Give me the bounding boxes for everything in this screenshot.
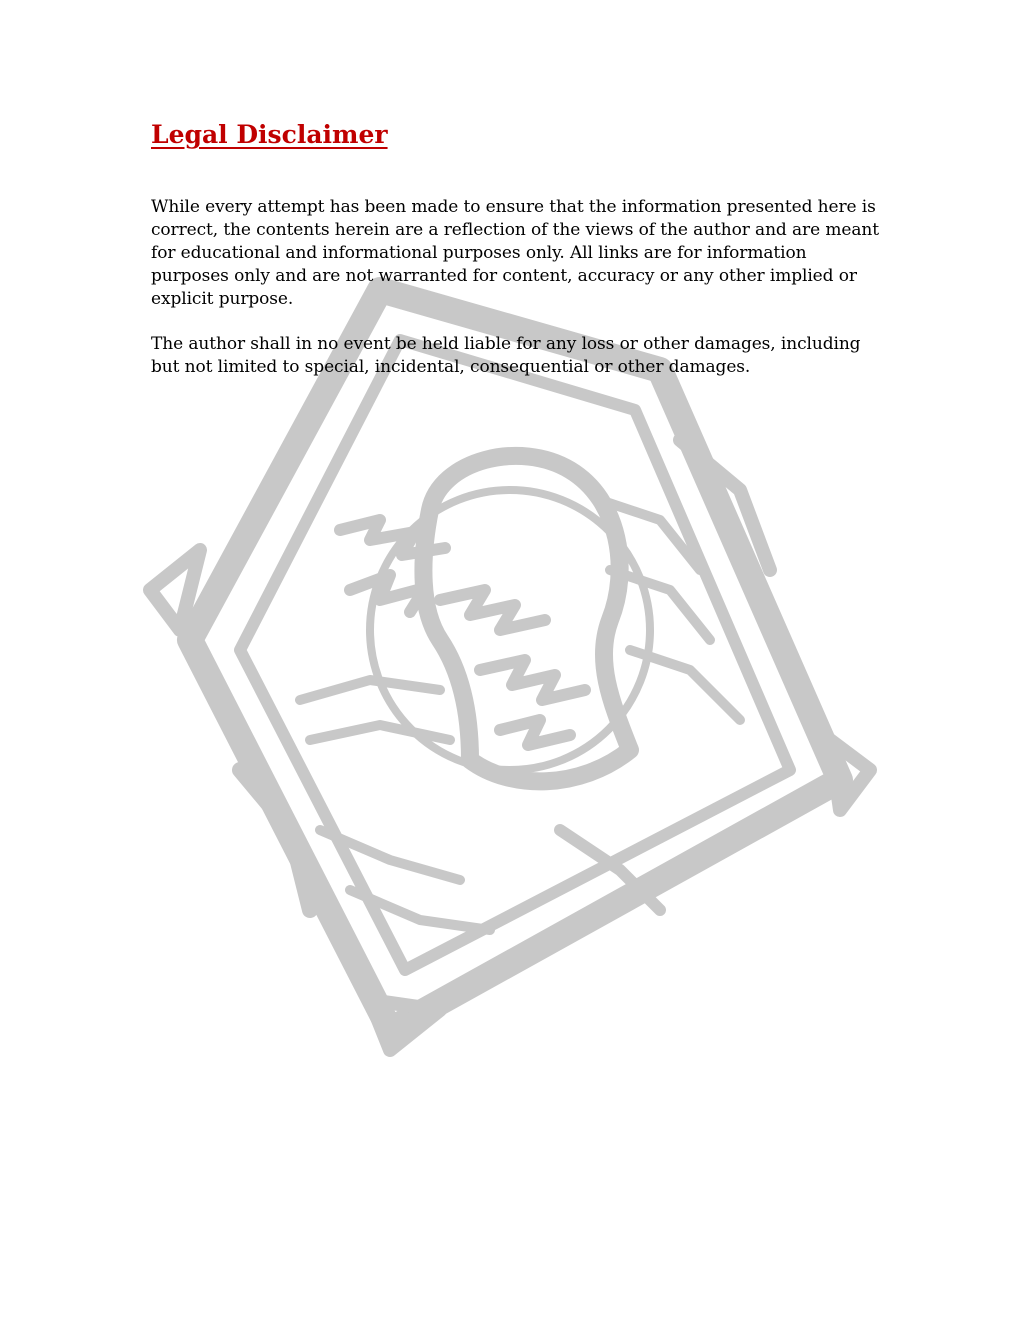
- portrait-watermark-icon: [140, 270, 880, 1060]
- disclaimer-paragraph-liability: The author shall in no event be held liable for any loss or other damages, including but not limited to special, incidental, consequential or other damages.: [151, 334, 861, 377]
- disclaimer-paragraph-accuracy: While every attempt has been made to ensure that the information presented here is correct, the contents herein are a reflection of the views of the author and are meant for educational and informational purposes only. All links are for information purposes only and are not warranted for content, accuracy or any other implied or explicit purpose.: [151, 197, 879, 309]
- document-content: [151, 118, 881, 379]
- page-title: Legal Disclaimer: [151, 120, 388, 149]
